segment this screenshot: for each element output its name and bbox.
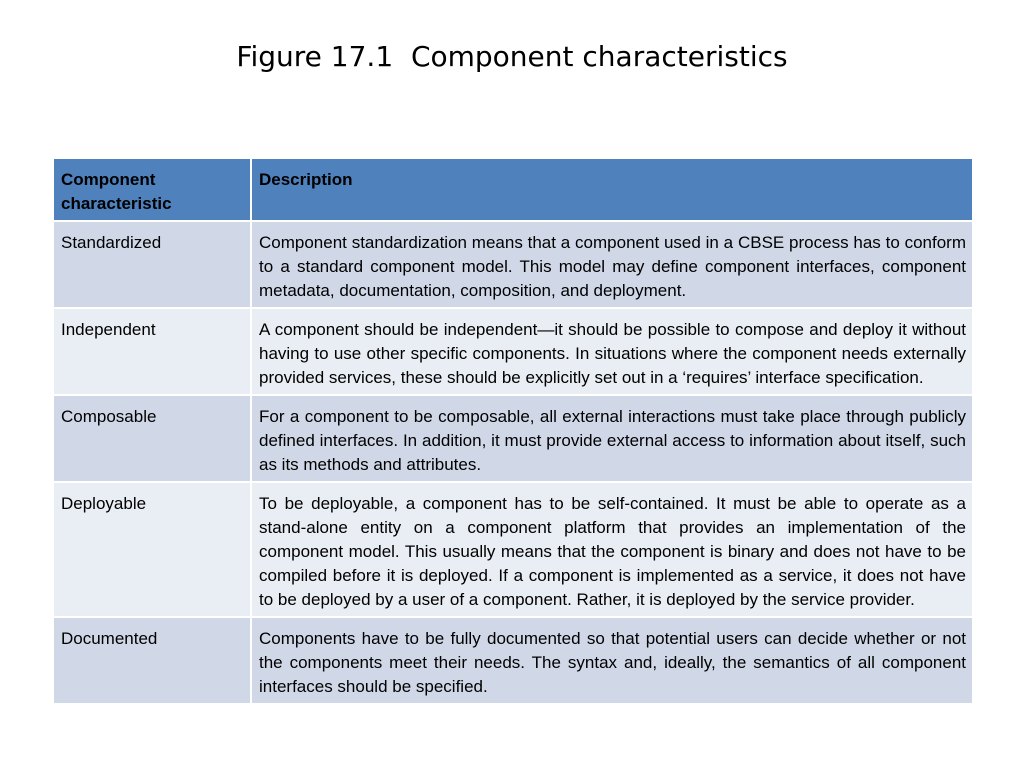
table-row [53,221,973,308]
description-cell: For a component to be composable, all external interactions must take place through publicly defined interfaces. In addition, it must provide external access to information about itself, such as its methods and attributes. [251,395,973,482]
column-header-description: Description [251,158,973,221]
page-title: Figure 17.1 Component characteristics [236,40,788,73]
description-cell: Component standardization means that a component used in a CBSE process has to conform to a standard component model. This model may define component interfaces, component metadata, documentation, composition, and deployment. [251,221,973,308]
description-cell: Components have to be fully documented so that potential users can decide whether or not the components meet their needs. The syntax and, ideally, the semantics of all component interfaces should be specified. [251,617,973,704]
table-header-row [53,158,973,221]
table-row [53,395,973,482]
characteristic-cell: Documented [53,617,251,704]
description-cell: To be deployable, a component has to be self-contained. It must be able to operate as a stand-alone entity on a component platform that provides an implementation of the component model. This usually means that the component is binary and does not have to be compiled before it is deployed. If a component is implemented as a service, it does not have to be deployed by a user of a component. Rather, it is deployed by the service provider. [251,482,973,617]
characteristic-cell: Composable [53,395,251,482]
column-header-characteristic: Component characteristic [53,158,251,221]
description-cell: A component should be independent—it should be possible to compose and deploy it without having to use other specific components. In situations where the component needs externally provided services, these should be explicitly set out in a ‘requires’ interface specification. [251,308,973,395]
characteristic-cell: Deployable [53,482,251,617]
table-row [53,482,973,617]
characteristic-cell: Independent [53,308,251,395]
table-row [53,308,973,395]
characteristic-cell: Standardized [53,221,251,308]
component-characteristics-table [52,157,974,705]
table-row [53,617,973,704]
